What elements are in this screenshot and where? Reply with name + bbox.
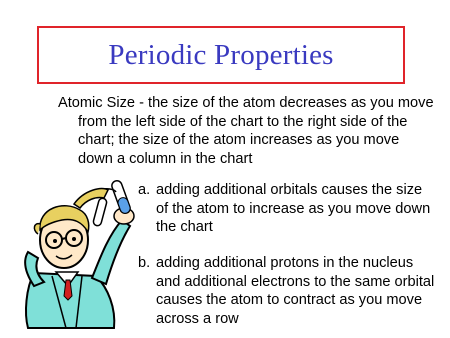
slide-title: Periodic Properties xyxy=(108,38,334,71)
intro-paragraph-container xyxy=(58,94,438,168)
point-b xyxy=(138,254,438,328)
point-a xyxy=(138,181,438,237)
point-a-marker: a. xyxy=(138,182,151,198)
point-b-text: adding additional protons in the nucleus and additional electrons to the same orbital causes the atom to contract as you move across a row xyxy=(156,255,435,327)
title-box xyxy=(37,26,405,84)
point-a-text: adding additional orbitals causes the size of the atom to increase as you move down the chart xyxy=(156,182,431,236)
scientist-with-test-tube-icon xyxy=(4,178,144,330)
intro-paragraph: Atomic Size - the size of the atom decreases as you move from the left side of the chart to the right side of the chart; the size of the atom increases as you move down a column in the chart xyxy=(58,95,434,167)
point-b-marker: b. xyxy=(138,255,151,271)
